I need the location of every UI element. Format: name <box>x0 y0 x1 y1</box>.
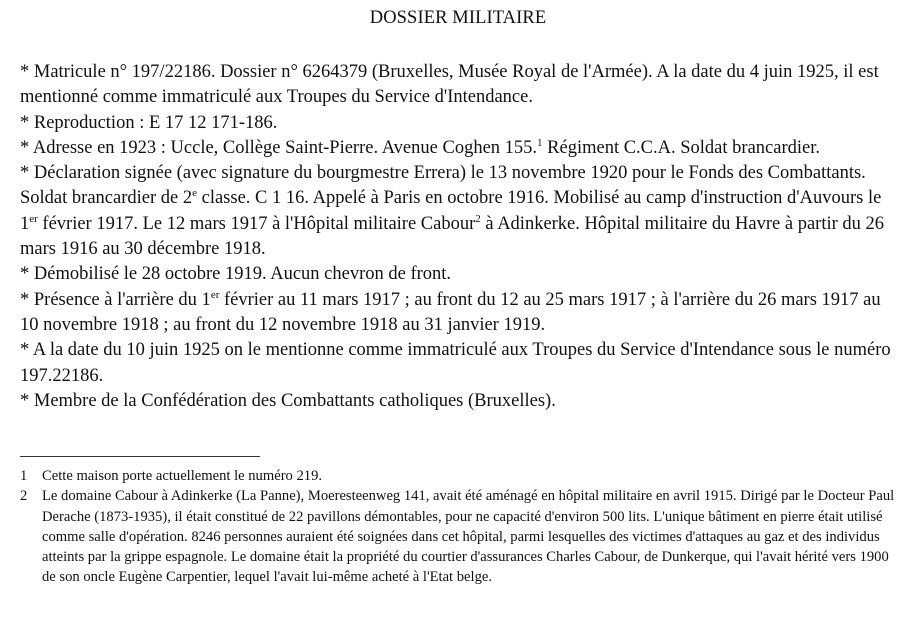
paragraph-presence <box>20 288 900 339</box>
paragraph-text: * A la date du 10 juin 1925 on le mentionne comme immatriculé aux Troupes du Service d'Intendance sous le numéro 197.22186. <box>20 340 891 386</box>
document-body <box>20 60 900 414</box>
paragraph-reproduction <box>20 111 900 136</box>
superscript-ordinal: er <box>29 212 38 225</box>
footnote-text: Le domaine Cabour à Adinkerke (La Panne), Moeresteenweg 141, avait été aménagé en hôpital militaire en avril 1915. Dirigé par le Docteur Paul Derache (1873-1935), il était constitué de 22 pavillons démontables, pour ne capacité d'environ 500 lits. L'unique bâtiment en pierre était utilisé comme salle d'opération. 8246 personnes auraient été soignées dans cet hôpital, parmi lesquelles des victimes d'attaques au gaz et des individus atteints par la grippe espagnole. Le domaine était la propriété du courtier d'assurances Charles Cabour, de Dunkerque, qui l'avait hérité vers 1900 de son oncle Eugène Carpentier, lequel l'avait lui-même acheté à l'Etat belge. <box>42 488 895 586</box>
paragraph-text: février 1917. Le 12 mars 1917 à l'Hôpital militaire Cabour <box>37 213 476 234</box>
paragraph-text: février au 11 mars 1917 ; au front du 12 au 25 mars 1917 ; à l'arrière du 26 mars 1917 au 10 novembre 1918 ; au front du 12 novembre 1918 au 31 janvier 1919. <box>20 289 881 335</box>
footnote-1 <box>20 466 900 486</box>
footnote-ref[interactable]: 1 <box>537 136 543 149</box>
paragraph-text: * Matricule n° 197/22186. Dossier n° 6264379 (Bruxelles, Musée Royal de l'Armée). A la date du 4 juin 1925, il est mentionné comme immatriculé aux Troupes du Service d'Intendance. <box>20 62 879 108</box>
paragraph-text: * Membre de la Confédération des Combattants catholiques (Bruxelles). <box>20 390 556 411</box>
paragraph-text: Régiment C.C.A. Soldat brancardier. <box>542 137 820 158</box>
paragraph-membre <box>20 389 900 414</box>
superscript-ordinal: er <box>210 288 220 301</box>
paragraph-immatricule <box>20 338 900 389</box>
footnote-number: 2 <box>20 488 28 505</box>
paragraph-text: classe. C 1 16. Appelé à Paris en octobre 1916. Mobilisé au camp d'instruction d'Auvours le 1 <box>20 188 882 234</box>
footnote-divider <box>20 456 260 457</box>
paragraph-text: * Adresse en 1923 : Uccle, Collège Saint-Pierre. Avenue Coghen 155. <box>20 137 538 158</box>
paragraph-text: * Déclaration signée (avec signature du bourgmestre Errera) le 13 novembre 1920 pour le Fonds des Combattants. Soldat brancardier de 2 <box>20 163 866 209</box>
page-title: DOSSIER MILITAIRE <box>369 8 547 28</box>
paragraph-text: à Adinkerke. Hôpital militaire du Havre à partir du 26 mars 1916 au 30 décembre 1918. <box>20 213 885 260</box>
paragraph-text: * Démobilisé le 28 octobre 1919. Aucun chevron de front. <box>20 264 452 285</box>
footnotes <box>20 466 900 588</box>
paragraph-declaration <box>20 161 900 262</box>
footnote-2 <box>20 486 900 587</box>
paragraph-adresse <box>20 136 900 161</box>
footnote-number: 1 <box>20 468 28 484</box>
superscript-ordinal: e <box>192 187 197 200</box>
paragraph-demobilise <box>20 262 900 287</box>
paragraph-matricule <box>20 60 900 111</box>
paragraph-text: * Présence à l'arrière du 1 <box>20 289 211 310</box>
footnote-ref[interactable]: 2 <box>475 212 481 225</box>
footnote-text: Cette maison porte actuellement le numéro 219. <box>42 468 323 484</box>
paragraph-text: * Reproduction : E 17 12 171-186. <box>20 112 278 133</box>
